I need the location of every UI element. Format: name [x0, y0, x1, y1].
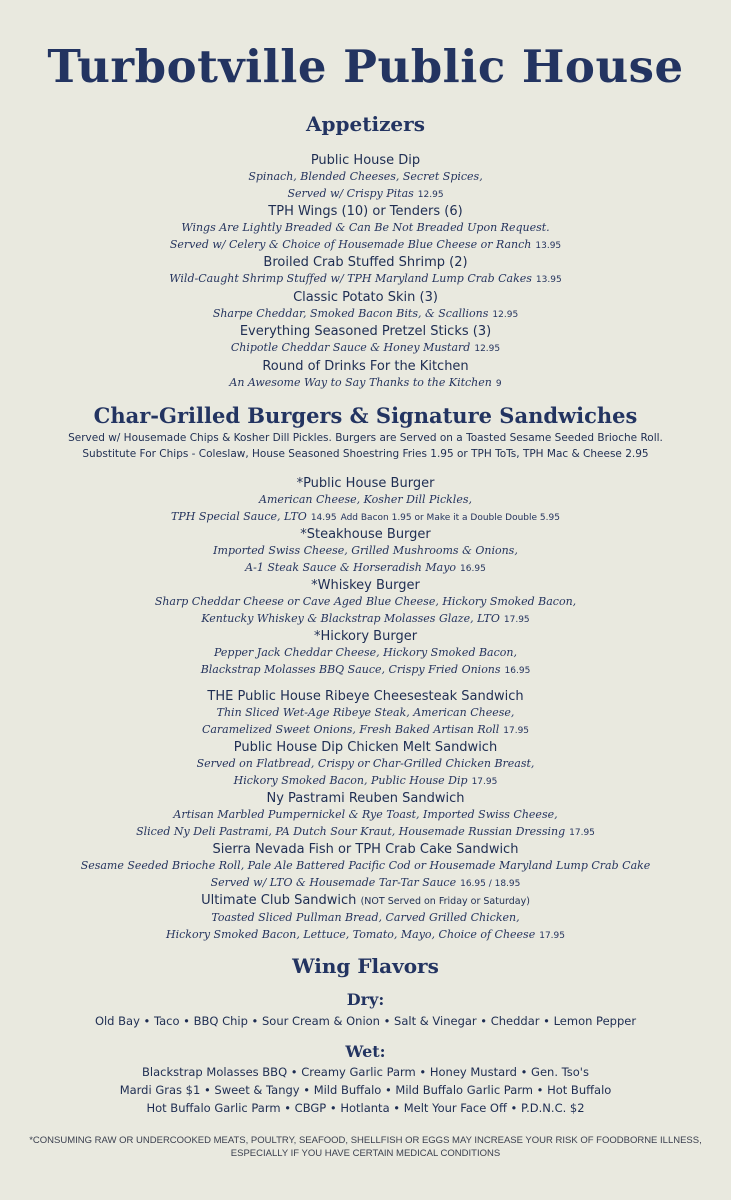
item-desc: TPH Special Sauce, LTO	[171, 509, 307, 523]
menu-item	[0, 841, 731, 892]
menu-item	[0, 203, 731, 254]
item-name: Round of Drinks For the Kitchen	[262, 358, 469, 374]
burgers-list	[0, 475, 731, 679]
item-price: 16.95	[460, 563, 486, 574]
menu-item	[0, 628, 731, 679]
item-name: Sierra Nevada Fish or TPH Crab Cake Sandwich	[212, 842, 519, 857]
item-desc: Served w/ Celery & Choice of Housemade Blue Cheese or Ranch	[169, 237, 532, 251]
item-price: 14.95	[310, 512, 337, 523]
item-price: 13.95	[535, 240, 562, 251]
item-desc: A-1 Steak Sauce & Horseradish Mayo	[245, 560, 457, 574]
item-name: *Hickory Burger	[313, 629, 418, 644]
item-extra: Add Bacon 1.95 or Make it a Double Double 5.95	[340, 512, 560, 523]
menu-item	[0, 577, 731, 628]
item-name: Everything Seasoned Pretzel Sticks (3)	[239, 324, 492, 339]
item-price: 9	[495, 378, 502, 389]
wet-flavor-line: Mardi Gras $1 • Sweet & Tangy • Mild Buffalo • Mild Buffalo Garlic Parm • Hot Buffalo	[119, 1083, 612, 1097]
item-desc: Served w/ Crispy Pitas	[287, 186, 414, 200]
burgers-note: Substitute For Chips - Coleslaw, House Seasoned Shoestring Fries 1.95 or TPH ToTs, TPH Mac & Cheese 2.95	[82, 448, 649, 460]
item-name: *Whiskey Burger	[311, 578, 420, 593]
menu-item	[0, 289, 731, 324]
item-price: 17.95	[503, 614, 530, 625]
appetizers-list	[0, 152, 731, 392]
item-name: Public House Dip	[310, 153, 421, 168]
menu-item	[0, 152, 731, 203]
dry-flavors: Old Bay • Taco • BBQ Chip • Sour Cream & Onion • Salt & Vinegar • Cheddar • Lemon Pepper	[94, 1014, 637, 1028]
item-price: 17.95	[471, 776, 498, 787]
item-desc: American Cheese, Kosher Dill Pickles,	[259, 493, 472, 506]
item-note: (NOT Served on Friday or Saturday)	[360, 896, 530, 907]
item-desc: Hickory Smoked Bacon, Public House Dip	[233, 773, 468, 787]
item-desc: Thin Sliced Wet-Age Ribeye Steak, American Cheese,	[216, 706, 515, 719]
wet-flavor-line: Blackstrap Molasses BBQ • Creamy Garlic Parm • Honey Mustard • Gen. Tso's	[142, 1065, 589, 1079]
wet-heading: Wet:	[345, 1042, 386, 1061]
item-name: Ultimate Club Sandwich	[201, 893, 357, 908]
item-price: 17.95	[503, 725, 530, 736]
page-title: Turbotville Public House	[47, 40, 684, 93]
menu-item	[0, 475, 731, 526]
wet-flavor-line: Hot Buffalo Garlic Parm • CBGP • Hotlanta • Melt Your Face Off • P.D.N.C. $2	[146, 1101, 585, 1115]
item-price: 12.95	[474, 344, 501, 354]
item-desc: Imported Swiss Cheese, Grilled Mushrooms & Onions,	[213, 544, 518, 557]
item-price: 17.95	[539, 930, 565, 941]
burgers-note: Served w/ Housemade Chips & Kosher Dill Pickles. Burgers are Served on a Toasted Sesame Seeded Brioche Roll.	[68, 432, 663, 444]
item-desc: Sharp Cheddar Cheese or Cave Aged Blue Cheese, Hickory Smoked Bacon,	[154, 595, 577, 608]
appetizers-heading: Appetizers	[306, 112, 425, 136]
menu-item	[0, 688, 731, 739]
wet-flavors	[0, 1063, 731, 1117]
burgers-heading: Char-Grilled Burgers & Signature Sandwiches	[93, 403, 638, 428]
item-name: Public House Dip Chicken Melt Sandwich	[233, 740, 498, 755]
item-price: 17.95	[569, 827, 595, 838]
item-desc: Served w/ LTO & Housemade Tar-Tar Sauce	[210, 875, 457, 889]
item-name: THE Public House Ribeye Cheesesteak Sandwich	[207, 689, 524, 704]
item-desc: Hickory Smoked Bacon, Lettuce, Tomato, Mayo, Choice of Cheese	[166, 927, 536, 941]
item-desc: Sliced Ny Deli Pastrami, PA Dutch Sour Kraut, Housemade Russian Dressing	[136, 824, 566, 838]
sandwich-list	[0, 688, 731, 944]
menu-item	[0, 790, 731, 841]
item-desc: Spinach, Blended Cheeses, Secret Spices,	[248, 170, 483, 183]
menu-item	[0, 526, 731, 577]
item-name: *Public House Burger	[296, 476, 435, 491]
item-desc: Served on Flatbread, Crispy or Char-Grilled Chicken Breast,	[196, 757, 535, 770]
item-price: 16.95 / 18.95	[460, 878, 521, 889]
item-desc: Blackstrap Molasses BBQ Sauce, Crispy Fried Onions	[200, 662, 501, 676]
item-price: 16.95	[504, 665, 531, 676]
item-desc: Artisan Marbled Pumpernickel & Rye Toast, Imported Swiss Cheese,	[173, 808, 558, 821]
item-desc: An Awesome Way to Say Thanks to the Kitchen	[229, 375, 492, 389]
menu-item	[0, 254, 731, 289]
menu-item	[0, 739, 731, 790]
dry-heading: Dry:	[346, 990, 385, 1009]
item-name: Ny Pastrami Reuben Sandwich	[266, 791, 465, 806]
item-desc: Sharpe Cheddar, Smoked Bacon Bits, & Scallions	[212, 306, 489, 320]
item-name: *Steakhouse Burger	[300, 527, 431, 542]
item-price: 12.95	[417, 189, 444, 200]
disclaimer-line: *CONSUMING RAW OR UNDERCOOKED MEATS, POULTRY, SEAFOOD, SHELLFISH OR EGGS MAY INCREASE YOUR RISK OF FOODBORNE ILLNESS,	[29, 1135, 702, 1146]
burgers-notes	[0, 430, 731, 462]
item-desc: Caramelized Sweet Onions, Fresh Baked Artisan Roll	[201, 722, 500, 736]
menu-item	[0, 892, 731, 944]
item-desc: Pepper Jack Cheddar Cheese, Hickory Smoked Bacon,	[214, 646, 517, 659]
item-desc: Wings Are Lightly Breaded & Can Be Not Breaded Upon Request.	[181, 221, 550, 234]
disclaimer-line: ESPECIALLY IF YOU HAVE CERTAIN MEDICAL CONDITIONS	[230, 1148, 501, 1159]
item-name: TPH Wings (10) or Tenders (6)	[268, 204, 463, 219]
wings-heading: Wing Flavors	[292, 954, 439, 978]
item-desc: Chipotle Cheddar Sauce & Honey Mustard	[230, 341, 471, 354]
disclaimer	[0, 1134, 731, 1160]
menu-item	[0, 323, 731, 358]
item-desc: Toasted Sliced Pullman Bread, Carved Grilled Chicken,	[211, 911, 520, 924]
menu-item	[0, 358, 731, 393]
item-desc: Sesame Seeded Brioche Roll, Pale Ale Battered Pacific Cod or Housemade Maryland Lump Crab Cake	[80, 859, 651, 872]
item-name: Classic Potato Skin (3)	[293, 289, 438, 305]
item-desc: Kentucky Whiskey & Blackstrap Molasses Glaze, LTO	[201, 611, 500, 625]
item-name: Broiled Crab Stuffed Shrimp (2)	[263, 255, 468, 270]
item-desc: Wild-Caught Shrimp Stuffed w/ TPH Maryland Lump Crab Cakes	[169, 272, 532, 285]
item-price: 12.95	[492, 309, 519, 320]
item-price: 13.95	[535, 275, 562, 285]
